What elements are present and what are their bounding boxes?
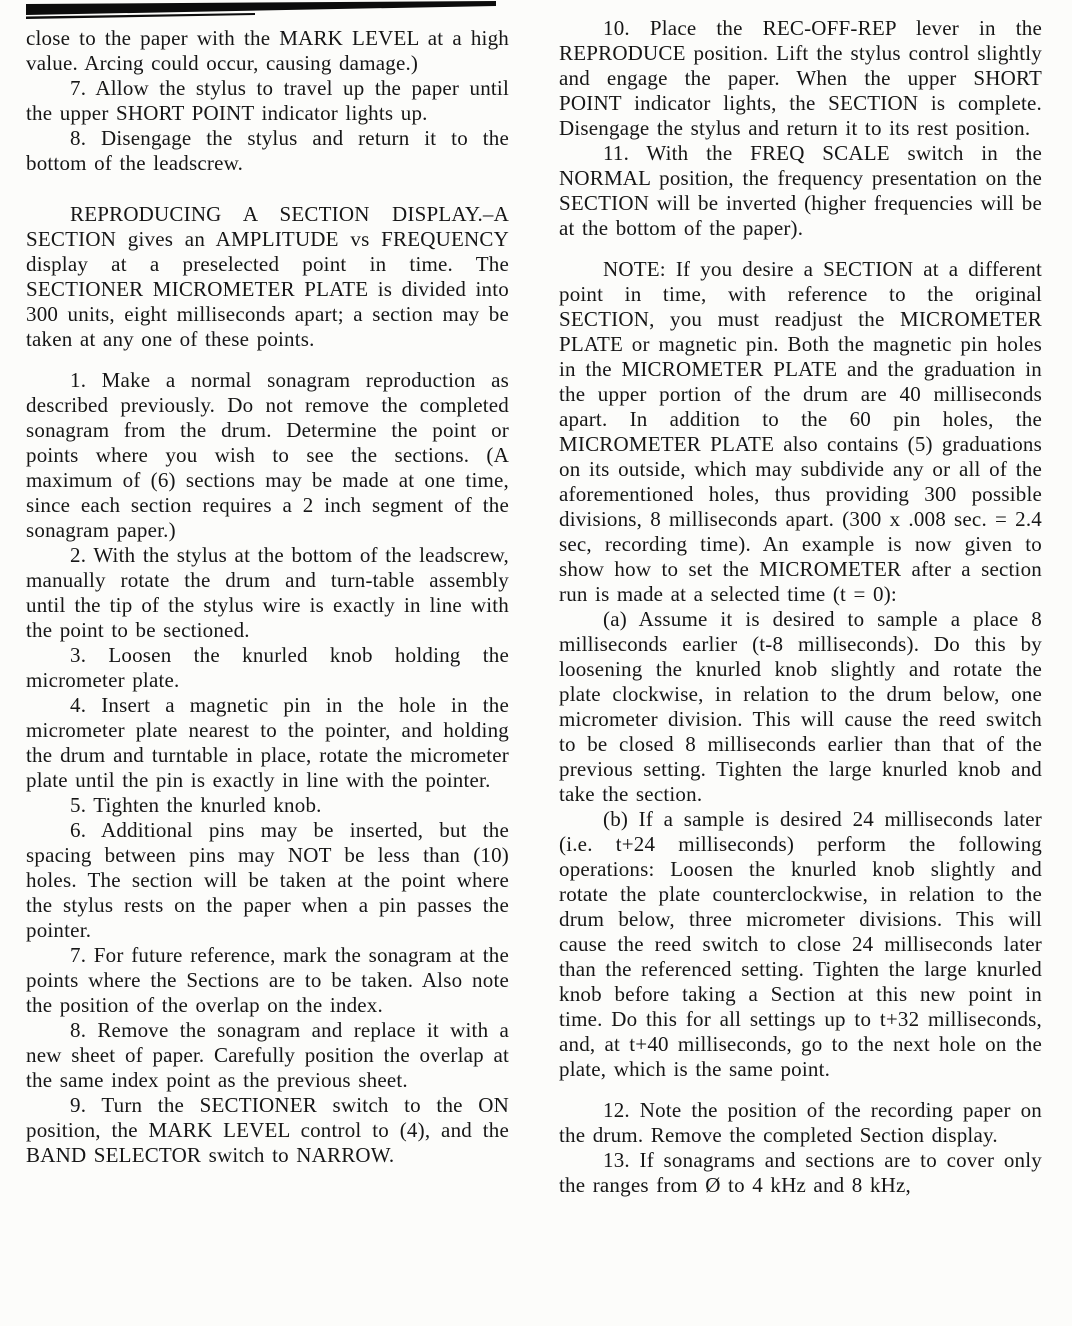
para-reproducing-section-heading: REPRODUCING A SECTION DISPLAY.–A SECTION gives an AMPLITUDE vs FREQUENCY display at a preselected point in time. The SECTIONER MICROMETER PLATE is divided into 300 units, eight milliseconds apart; a section may be taken at any one of these points. [26,202,509,351]
text-column-left [26,14,509,1198]
para-continuation: close to the paper with the MARK LEVEL at a high value. Arcing could occur, causing damage.) [26,26,509,75]
para-note: NOTE: If you desire a SECTION at a different point in time, with reference to the original SECTION, you must readjust the MICROMETER PLATE or magnetic pin. Both the magnetic pin holes in the MICROMETER PLATE and the graduation in the upper portion of the drum are 40 milliseconds apart. In addition to the 60 pin holes, the MICROMETER PLATE also contains (5) graduations on its outside, which may subdivide any or all of the aforementioned holes, thus providing 300 possible divisions, 8 milliseconds apart. (300 x .008 sec. = 2.4 sec, recording time). An example is now given to show how to set the MICROMETER after a section run is made at a selected time (t = 0): [559,257,1042,606]
para-step12: 12. Note the position of the recording paper on the drum. Remove the completed Section display. [559,1098,1042,1147]
para-step8: 8. Remove the sonagram and replace it with a new sheet of paper. Carefully position the overlap at the same index point as the previous sheet. [26,1018,509,1092]
para-step1: 1. Make a normal sonagram reproduction as described previously. Do not remove the completed sonagram from the drum. Determine the point or points where you wish to see the sections. (A maximum of (6) sections may be made at one time, since each section requires a 2 inch segment of the sonagram paper.) [26,368,509,542]
text-column-right [559,14,1042,1198]
para-step7: 7. For future reference, mark the sonagram at the points where the Sections are to be taken. Also note the position of the overlap on the index. [26,943,509,1017]
para-step6: 6. Additional pins may be inserted, but the spacing between pins may NOT be less than (10) holes. The section will be taken at the point where the stylus rests on the paper when a pin passes the pointer. [26,818,509,942]
para-step13: 13. If sonagrams and sections are to cover only the ranges from Ø to 4 kHz and 8 kHz, [559,1148,1042,1197]
para-step11: 11. With the FREQ SCALE switch in the NORMAL position, the frequency presentation on the SECTION will be inverted (higher frequencies will be at the bottom of the paper). [559,141,1042,240]
para-step9: 9. Turn the SECTIONER switch to the ON position, the MARK LEVEL control to (4), and the BAND SELECTOR switch to NARROW. [26,1093,509,1167]
para-step4: 4. Insert a magnetic pin in the hole in the micrometer plate nearest to the pointer, and holding the drum and turntable in place, rotate the micrometer plate until the pin is exactly in line with the pointer. [26,693,509,792]
para-step8-prev: 8. Disengage the stylus and return it to the bottom of the leadscrew. [26,126,509,175]
para-step5: 5. Tighten the knurled knob. [70,793,322,817]
para-note-b: (b) If a sample is desired 24 milliseconds later (i.e. t+24 milliseconds) perform the following operations: Loosen the knurled knob slightly and rotate the plate counterclockwise, in relation to the drum below, three micrometer divisions. This will cause the reed switch to close 24 milliseconds later than the referenced setting. Tighten the large knurled knob before taking a Section at this new point in time. Do this for all settings up to t+32 milliseconds, and, at t+40 milliseconds, go to the next hole on the plate, which is the same point. [559,807,1042,1081]
para-note-a: (a) Assume it is desired to sample a place 8 milliseconds earlier (t-8 milliseconds). Do this by loosening the knurled knob slightly and rotate the plate clockwise, in relation to the drum below, one micrometer division. This will cause the reed switch to be closed 8 milliseconds earlier than that of the previous setting. Tighten the large knurled knob and take the section. [559,607,1042,806]
para-step2: 2. With the stylus at the bottom of the leadscrew, manually rotate the drum and turn-table assembly until the tip of the stylus wire is exactly in line with the point to be sectioned. [26,543,509,642]
para-step10: 10. Place the REC-OFF-REP lever in the REPRODUCE position. Lift the stylus control slightly and engage the paper. When the upper SHORT POINT indicator lights, the SECTION is complete. Disengage the stylus and return it to its rest position. [559,16,1042,140]
para-step3: 3. Loosen the knurled knob holding the micrometer plate. [26,643,509,692]
para-step7-prev: 7. Allow the stylus to travel up the paper until the upper SHORT POINT indicator lights up. [26,76,509,125]
